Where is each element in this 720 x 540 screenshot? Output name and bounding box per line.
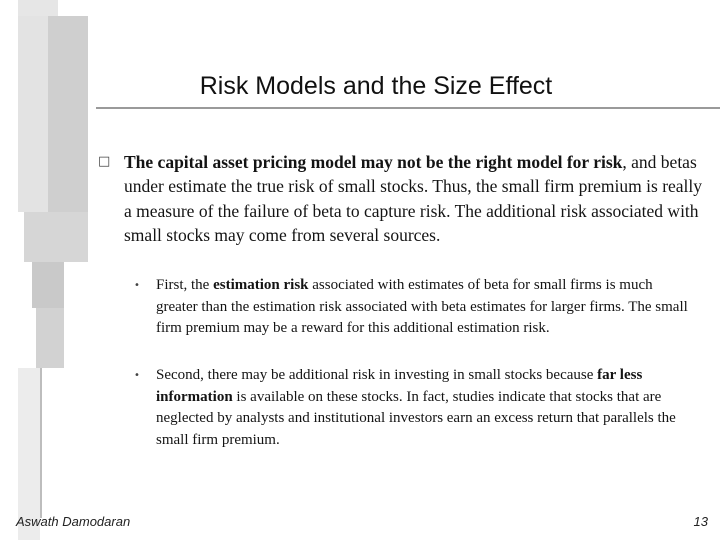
- sub-bullet-pre: First, the: [156, 277, 214, 293]
- sub-bullet-1: [134, 275, 694, 340]
- sub-bullet-post: associated with estimates of beta for small firms is much greater than the estimation risk associated with beta estimates for larger firms. The small firm premium may be a reward for this additional estimation risk.: [156, 277, 688, 337]
- bullet-dot-icon: •: [134, 370, 140, 381]
- title-divider: [96, 107, 720, 109]
- main-bullet-text: [124, 150, 704, 248]
- sub-bullet-text: [156, 275, 694, 340]
- sub-bullet-post: is available on these stocks. In fact, studies indicate that stocks that are neglected by analysts and institutional investors earn an excess return that parallels the small firm premium.: [156, 388, 676, 448]
- decor-line: [40, 368, 42, 518]
- main-bullet-bold: The capital asset pricing model may not be the right model for risk: [124, 152, 623, 172]
- decor-block: [24, 212, 88, 262]
- decor-block: [18, 0, 58, 16]
- slide-title: Risk Models and the Size Effect: [199, 72, 553, 100]
- main-bullet-rest: , and betas under estimate the true risk of small stocks. Thus, the small firm premium is really a measure of the failure of beta to capture risk. The additional risk associated with small stocks may come from several sources.: [124, 152, 703, 246]
- page-number: 13: [693, 514, 708, 529]
- decor-block: [48, 16, 88, 212]
- square-bullet-icon: □: [98, 154, 111, 169]
- sub-bullet-text: [156, 365, 694, 451]
- sub-bullet-bold: estimation risk: [213, 277, 309, 293]
- sub-bullet-bold: far less information: [156, 367, 643, 405]
- footer-author: Aswath Damodaran: [16, 514, 131, 529]
- sub-bullet-2: [134, 365, 694, 451]
- sub-bullet-pre: Second, there may be additional risk in investing in small stocks because: [156, 367, 598, 383]
- decor-block: [36, 308, 64, 368]
- decor-block: [32, 262, 64, 308]
- bullet-dot-icon: •: [134, 280, 140, 291]
